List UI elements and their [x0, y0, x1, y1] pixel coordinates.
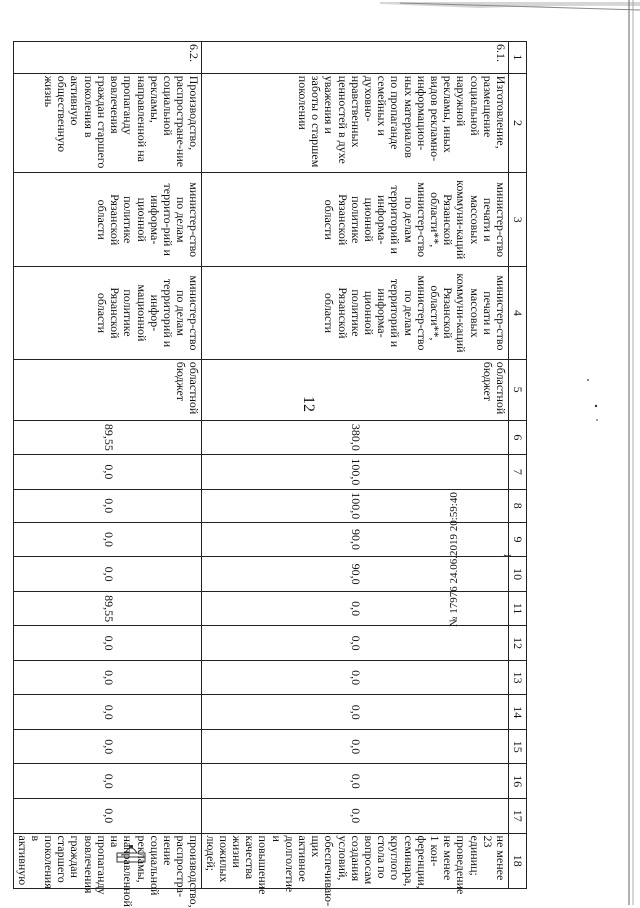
table-cell: 380,0 — [202, 420, 509, 455]
table-cell: Производство, распростране-ние социальной рекламы, направленной на пропаганду вовлечения граждан старшего поколения в активную общественную жизнь — [14, 73, 202, 172]
table-cell: 0,0 — [14, 522, 202, 557]
program-table — [13, 41, 527, 908]
column-header: 15 — [509, 729, 527, 764]
column-header: 14 — [509, 695, 527, 730]
column-header: 16 — [509, 764, 527, 799]
table-cell: 100,0 — [202, 455, 509, 490]
table-cell: 0,0 — [202, 591, 509, 626]
table-cell: 0,0 — [14, 660, 202, 695]
table-cell: 0,0 — [14, 764, 202, 799]
table-cell: 89,55 — [14, 420, 202, 455]
document-stamp: № 17976 24.06.2019 20:59:40 — [448, 492, 460, 627]
table-container — [15, 41, 527, 908]
column-header: 3 — [509, 173, 527, 267]
table-cell: Изготовление, размещение социальной наружной рекламы, иных видов рекламно-информацион-ных материалов по пропаганде семейных и духовно-нравственных ценностей в духе уважения и заботы о старшем поколении — [202, 73, 509, 172]
page-number: 12 — [300, 396, 317, 412]
table-cell: 0,0 — [202, 626, 509, 661]
column-header: 17 — [509, 799, 527, 834]
table-cell: 89,55 — [14, 591, 202, 626]
table-cell: 0,0 — [202, 729, 509, 764]
table-row — [14, 42, 202, 889]
table-cell: не менее 23 единиц; проведение не менее 1 кон-ференции, семинара, круглого стола по вопросам создания условий, обеспечиваю-щих активное долголетие и повышение качества жизни пожилых людей; — [202, 833, 509, 888]
table-row — [202, 42, 509, 889]
table-cell: производство, распростра-нение социальной рекламы, направленной на пропаганду вовлечения граждан старшего поколения в активную — [14, 833, 202, 888]
table-cell: 100,0 — [202, 489, 509, 522]
table-cell: 0,0 — [202, 660, 509, 695]
column-header: 6 — [509, 420, 527, 455]
column-header: 8 — [509, 489, 527, 522]
column-header: 10 — [509, 557, 527, 592]
column-header: 11 — [509, 591, 527, 626]
table-cell: 0,0 — [14, 799, 202, 834]
column-header: 1 — [509, 42, 527, 74]
table-cell: 0,0 — [202, 695, 509, 730]
table-cell: 0,0 — [14, 729, 202, 764]
table-cell: 6.1. — [202, 42, 509, 74]
table-cell: министер-ство печати и массовых коммуни-каций Рязанской области**, министер-ство по делам территорий и информа-ционной политике Рязанской области — [202, 267, 509, 360]
table-cell: министер-ство печати и массовых коммуни-каций Рязанской области**, министер-ство по делам территорий и информа-ционной политике Рязанской области — [202, 173, 509, 267]
column-header: 12 — [509, 626, 527, 661]
table-cell: 0,0 — [14, 626, 202, 661]
table-cell: 0,0 — [202, 799, 509, 834]
column-header: 13 — [509, 660, 527, 695]
table-cell: 90,0 — [202, 522, 509, 557]
table-cell: 0,0 — [14, 695, 202, 730]
table-cell: 0,0 — [14, 557, 202, 592]
column-header: 4 — [509, 267, 527, 360]
table-cell: 0,0 — [14, 489, 202, 522]
column-header: 18 — [509, 833, 527, 888]
table-cell: 90,0 — [202, 557, 509, 592]
table-cell: министер-ство по делам террито-рий и информа-ционной политике Рязанской области — [14, 173, 202, 267]
column-header: 2 — [509, 73, 527, 172]
table-cell: министер-ство по делам территорий и инфор-мационной политике Рязанской области — [14, 267, 202, 360]
header-row — [509, 42, 527, 889]
column-header: 9 — [509, 522, 527, 557]
table-cell: областной бюджет — [202, 359, 509, 420]
column-header: 7 — [509, 455, 527, 490]
table-cell: 0,0 — [202, 764, 509, 799]
table-cell: 6.2. — [14, 42, 202, 74]
table-cell: областной бюджет — [14, 359, 202, 420]
table-cell: 0,0 — [14, 455, 202, 490]
column-header: 5 — [509, 359, 527, 420]
